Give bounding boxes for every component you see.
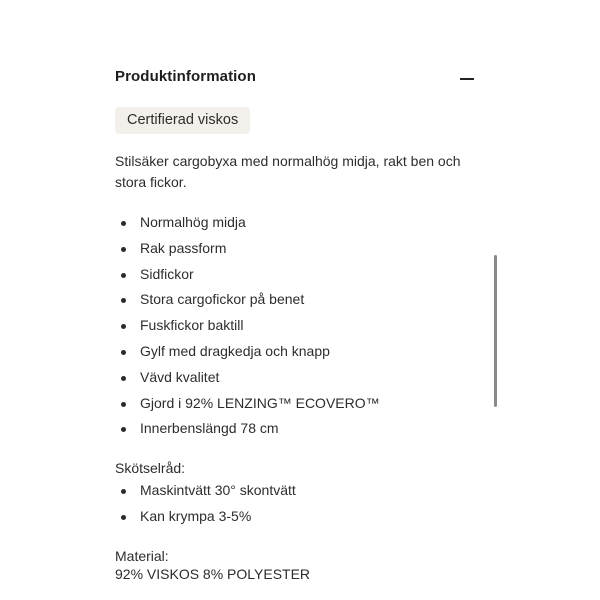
care-list bbox=[115, 478, 487, 530]
feature-text: Stora cargofickor på benet bbox=[140, 291, 305, 308]
care-text: Kan krympa 3-5% bbox=[140, 507, 252, 524]
material-heading: Material: bbox=[115, 547, 169, 564]
bullet-icon bbox=[121, 247, 126, 252]
certification-badge: Certifierad viskos bbox=[115, 107, 250, 134]
feature-text: Rak passform bbox=[140, 239, 227, 256]
bullet-icon bbox=[121, 376, 126, 381]
feature-text: Sidfickor bbox=[140, 265, 194, 282]
product-description: Stilsäker cargobyxa med normalhög midja, rakt ben och stora fickor. bbox=[115, 153, 461, 190]
feature-text: Gylf med dragkedja och knapp bbox=[140, 342, 330, 359]
bullet-icon bbox=[121, 402, 126, 407]
bullet-icon bbox=[121, 350, 126, 355]
list-item bbox=[115, 504, 487, 530]
list-item bbox=[115, 339, 487, 365]
list-item bbox=[115, 365, 487, 391]
list-item bbox=[115, 391, 487, 417]
feature-text: Vävd kvalitet bbox=[140, 368, 220, 385]
list-item bbox=[115, 478, 487, 504]
minus-icon bbox=[460, 78, 474, 80]
product-info-title: Produktinformation bbox=[115, 68, 256, 85]
list-item bbox=[115, 416, 487, 442]
collapse-button[interactable] bbox=[455, 66, 479, 90]
list-item bbox=[115, 262, 487, 288]
bullet-icon bbox=[121, 515, 126, 520]
list-item bbox=[115, 313, 487, 339]
feature-text: Gjord i 92% LENZING™ ECOVERO™ bbox=[140, 394, 380, 411]
product-info-header[interactable] bbox=[115, 62, 487, 94]
product-info-panel bbox=[115, 62, 487, 583]
feature-text: Innerbenslängd 78 cm bbox=[140, 420, 279, 437]
bullet-icon bbox=[121, 427, 126, 432]
list-item bbox=[115, 236, 487, 262]
list-item bbox=[115, 210, 487, 236]
scrollbar-thumb[interactable] bbox=[494, 255, 497, 407]
bullet-icon bbox=[121, 324, 126, 329]
feature-text: Fuskfickor baktill bbox=[140, 317, 244, 334]
care-heading: Skötselråd: bbox=[115, 460, 186, 477]
bullet-icon bbox=[121, 489, 126, 494]
list-item bbox=[115, 287, 487, 313]
bullet-icon bbox=[121, 298, 126, 303]
feature-text: Normalhög midja bbox=[140, 214, 246, 230]
feature-list bbox=[115, 210, 487, 442]
material-value: 92% VISKOS 8% POLYESTER bbox=[115, 565, 311, 582]
bullet-icon bbox=[121, 273, 126, 278]
bullet-icon bbox=[121, 221, 126, 226]
care-text: Maskintvätt 30° skontvätt bbox=[140, 482, 296, 499]
